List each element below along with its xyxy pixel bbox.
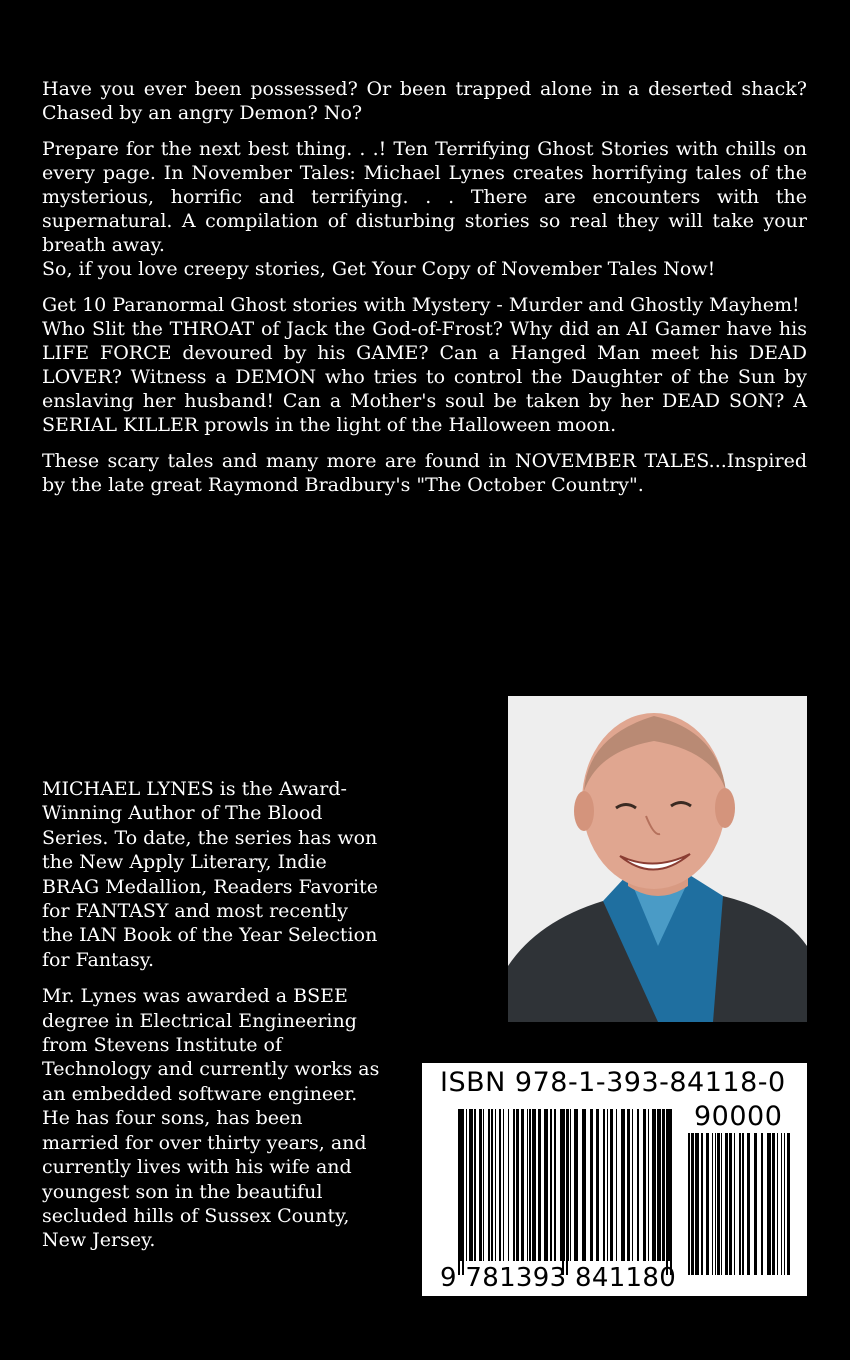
blurb-paragraph-3-heading: Get 10 Paranormal Ghost stories with Mystery - Murder and Ghostly Mayhem! xyxy=(42,294,800,316)
blurb-paragraph-3-text: Who Slit the THROAT of Jack the God-of-Frost? Why did an AI Gamer have his LIFE FORCE devoured by his GAME? Can a Hanged Man meet his DEAD LOVER? Witness a DEMON who tries to control the Daughter of the Sun by enslaving her husband! Can a Mother's soul be taken by her DEAD SON? A SERIAL KILLER prowls in the light of the Halloween moon. xyxy=(42,318,807,436)
blurb-paragraph-2 xyxy=(42,137,807,281)
blurb-paragraph-3 xyxy=(42,293,807,437)
ean-digits: 9 781393 841180 xyxy=(440,1263,677,1293)
blurb-paragraph-4: These scary tales and many more are found in NOVEMBER TALES...Inspired by the late great Raymond Bradbury's "The October Country". xyxy=(42,450,807,496)
bio-paragraph-2: Mr. Lynes was awarded a BSEE degree in Electrical Engineering from Stevens Institute of Technology and currently works as an embedded software engineer. He has four sons, has been married for over thirty years, and currently lives with his wife and youngest son in the beautiful secluded hills of Sussex County, New Jersey. xyxy=(42,985,380,1252)
author-bio xyxy=(42,777,382,1265)
author-photo xyxy=(508,696,807,1022)
blurb-paragraph-2-text: Prepare for the next best thing. . .! Ten Terrifying Ghost Stories with chills on every page. In November Tales: Michael Lynes creates horrifying tales of the mysterious, horrific and terrifying. . . There are encounters with the supernatural. A compilation of disturbing stories so real they will take your breath away. xyxy=(42,138,807,256)
isbn-barcode xyxy=(422,1063,807,1296)
blurb-paragraph-1: Have you ever been possessed? Or been trapped alone in a deserted shack? Chased by an angry Demon? No? xyxy=(42,78,807,124)
bio-paragraph-1: MICHAEL LYNES is the Award-Winning Author of The Blood Series. To date, the series has won the New Apply Literary, Indie BRAG Medallion, Readers Favorite for FANTASY and most recently the IAN Book of the Year Selection for Fantasy. xyxy=(42,778,378,971)
blurb-paragraph-2-cta: So, if you love creepy stories, Get Your Copy of November Tales Now! xyxy=(42,258,716,280)
barcode-bars xyxy=(422,1063,807,1296)
price-code: 90000 xyxy=(694,1101,783,1132)
isbn-label: ISBN 978-1-393-84118-0 xyxy=(440,1067,786,1098)
back-cover-blurb xyxy=(42,77,807,509)
